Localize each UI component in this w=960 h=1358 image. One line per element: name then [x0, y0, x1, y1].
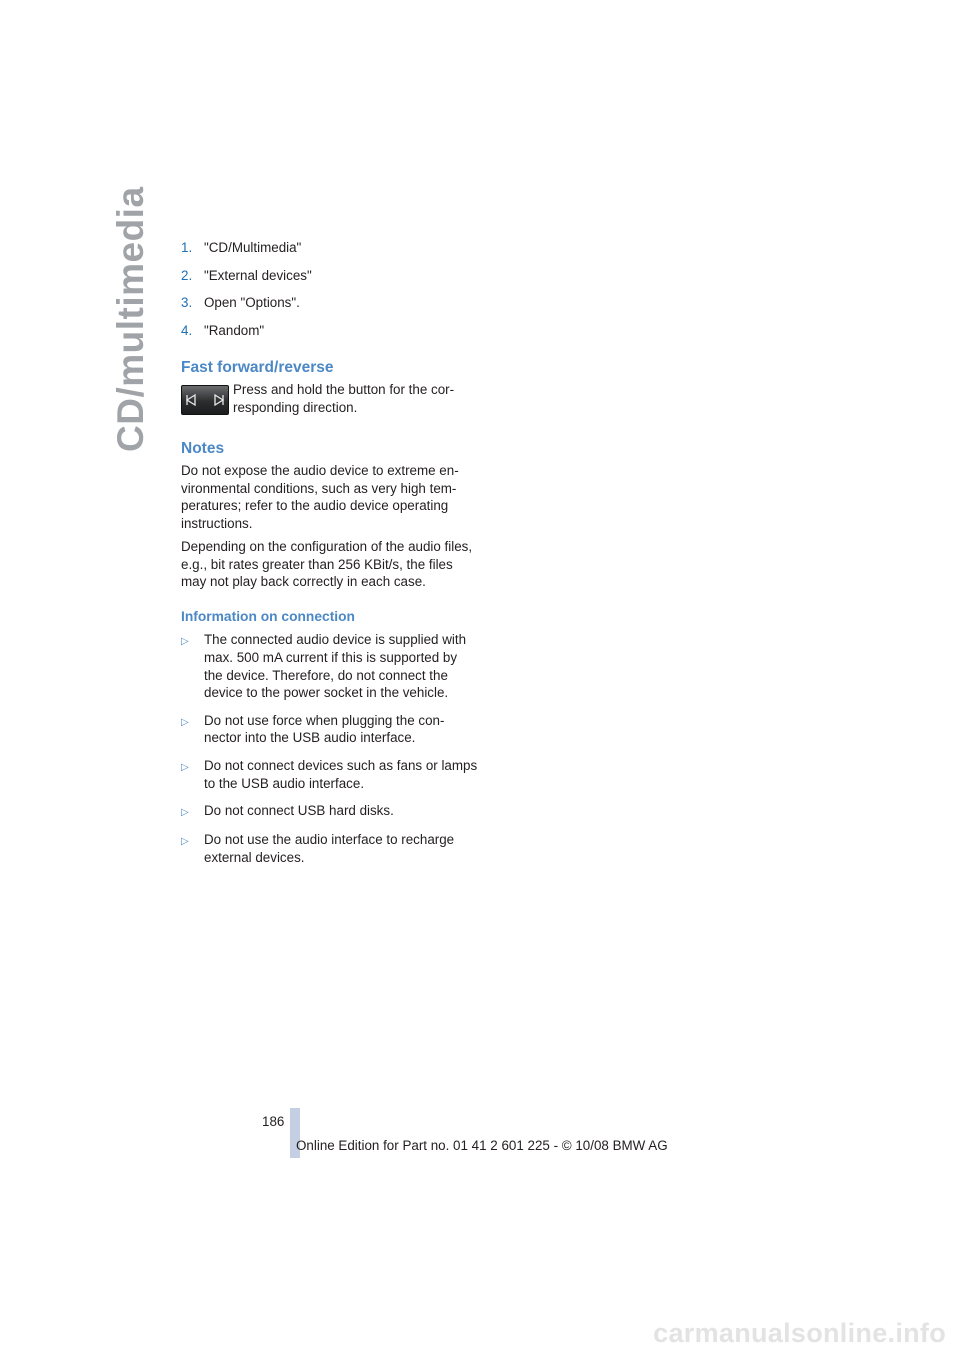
list-item	[181, 712, 479, 748]
bullet-text: Do not connect devices such as fans or lamps to the USB audio interface.	[204, 757, 478, 791]
bullet-text: Do not connect USB hard disks.	[204, 802, 394, 818]
list-item	[181, 240, 481, 268]
bullet-arrow-icon: ▷	[181, 761, 189, 773]
fast-forward-text: Press and hold the button for the cor-responding direction.	[233, 382, 455, 415]
bullet-arrow-icon: ▷	[181, 836, 189, 848]
notes-paragraph-2: Depending on the configuration of the audio files, e.g., bit rates greater than 256 KBit/s, the files may not play back correctly in each case.	[181, 539, 473, 590]
step-list	[181, 240, 481, 350]
list-item	[181, 757, 479, 793]
list-item	[181, 802, 479, 822]
list-item	[181, 295, 481, 323]
step-number: 4.	[181, 322, 193, 338]
list-item	[181, 268, 481, 296]
notes-paragraph-1: Do not expose the audio device to extreme en-vironmental conditions, such as very high tem-peratures; refer to the audio device operating instructions.	[181, 463, 459, 531]
bullet-arrow-icon: ▷	[181, 806, 189, 818]
step-number: 2.	[181, 267, 193, 283]
step-text: "CD/Multimedia"	[204, 240, 302, 255]
step-number: 3.	[181, 295, 193, 310]
step-text: "External devices"	[204, 267, 312, 283]
page-number: 186	[262, 1114, 285, 1129]
step-text: "Random"	[204, 322, 265, 338]
bullet-text: Do not use force when plugging the con-nector into the USB audio interface.	[204, 712, 445, 746]
connection-bullets	[181, 631, 479, 876]
list-item	[181, 631, 479, 702]
seek-buttons-icon	[181, 385, 229, 415]
footer-edition: Online Edition for Part no. 01 41 2 601 225 - © 10/08 BMW AG	[296, 1138, 668, 1153]
step-number: 1.	[181, 240, 193, 255]
fast-forward-heading: Fast forward/reverse	[181, 359, 334, 376]
notes-heading: Notes	[181, 440, 225, 457]
connection-heading: Information on connection	[181, 609, 355, 624]
bullet-text: The connected audio device is supplied with max. 500 mA current if this is supported by the device. Therefore, do not connect the device to the power socket in the vehicle.	[204, 632, 467, 701]
list-item	[181, 831, 479, 867]
list-item	[181, 323, 481, 351]
step-text: Open "Options".	[204, 295, 300, 310]
chapter-tab: CD/multimedia	[110, 186, 151, 452]
watermark: carmanualsonline.info	[653, 1318, 946, 1348]
bullet-arrow-icon: ▷	[181, 636, 189, 647]
bullet-arrow-icon: ▷	[181, 716, 189, 728]
bullet-text: Do not use the audio interface to recharge external devices.	[204, 832, 455, 865]
